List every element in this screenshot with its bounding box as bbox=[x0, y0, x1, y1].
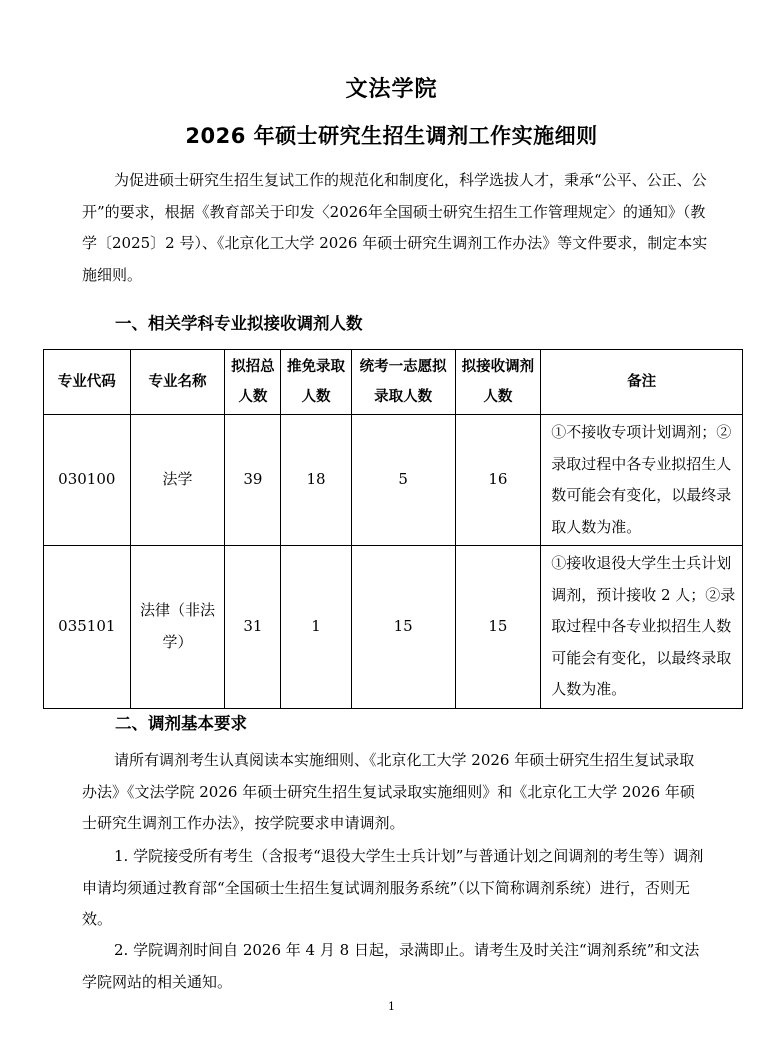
cell-code: 035101 bbox=[44, 546, 131, 709]
header-note: 备注 bbox=[541, 350, 743, 415]
quota-table bbox=[43, 349, 743, 709]
page-number: 1 bbox=[388, 1000, 395, 1013]
header-exempt: 推免录取人数 bbox=[281, 350, 351, 415]
document-subtitle: 2026 年硕士研究生招生调剂工作实施细则 bbox=[185, 124, 598, 148]
document-title: 文法学院 bbox=[345, 77, 438, 102]
cell-adjust: 15 bbox=[455, 546, 541, 709]
section2-paragraph-3: 2. 学院调剂时间自 2026 年 4 月 8 日起，录满即止。请考生及时关注“调剂系统”和文法学院网站的相关通知。 bbox=[82, 941, 700, 991]
table-row bbox=[44, 415, 743, 546]
cell-name: 法学 bbox=[130, 415, 225, 546]
header-code: 专业代码 bbox=[44, 350, 131, 415]
cell-adjust: 16 bbox=[455, 415, 541, 546]
cell-first-choice: 15 bbox=[351, 546, 455, 709]
table-row bbox=[44, 546, 743, 709]
cell-first-choice: 5 bbox=[351, 415, 455, 546]
cell-exempt: 18 bbox=[281, 415, 351, 546]
header-first-choice: 统考一志愿拟录取人数 bbox=[351, 350, 455, 415]
cell-note: ①不接收专项计划调剂；②录取过程中各专业拟招生人数可能会有变化，以最终录取人数为准。 bbox=[541, 415, 743, 546]
cell-code: 030100 bbox=[44, 415, 131, 546]
section1-heading: 一、相关学科专业拟接收调剂人数 bbox=[115, 314, 363, 333]
section2-heading: 二、调剂基本要求 bbox=[115, 714, 247, 733]
cell-total: 31 bbox=[225, 546, 281, 709]
cell-total: 39 bbox=[225, 415, 281, 546]
cell-note: ①接收退役大学生士兵计划调剂，预计接收 2 人；②录取过程中各专业拟招生人数可能会有变化，以最终录取人数为准。 bbox=[541, 546, 743, 709]
header-adjust: 拟接收调剂人数 bbox=[455, 350, 541, 415]
section2-paragraph-2: 1. 学院接受所有考生（含报考“退役大学生士兵计划”与普通计划之间调剂的考生等）调剂申请均须通过教育部“全国硕士生招生复试调剂服务系统”（以下简称调剂系统）进行，否则无效。 bbox=[82, 847, 704, 928]
cell-name: 法律（非法学） bbox=[130, 546, 225, 709]
header-name: 专业名称 bbox=[130, 350, 225, 415]
section2-paragraph-1: 请所有调剂考生认真阅读本实施细则、《北京化工大学 2026 年硕士研究生招生复试录取办法》《文法学院 2026 年硕士研究生招生复试录取实施细则》和《北京化工大学 2026 年硕士研究生调剂工作办法》，按学院要求申请调剂。 bbox=[82, 751, 695, 832]
cell-exempt: 1 bbox=[281, 546, 351, 709]
table-header-row bbox=[44, 350, 743, 415]
intro-paragraph: 为促进硕士研究生招生复试工作的规范化和制度化，科学选拔人才，秉承“公平、公正、公开”的要求，根据《教育部关于印发〈2026年全国硕士研究生招生工作管理规定〉的通知》（教学〔2025〕2 号）、《北京化工大学 2026 年硕士研究生调剂工作办法》等文件要求，制定本实施细则。 bbox=[82, 171, 708, 284]
header-total: 拟招总人数 bbox=[225, 350, 281, 415]
